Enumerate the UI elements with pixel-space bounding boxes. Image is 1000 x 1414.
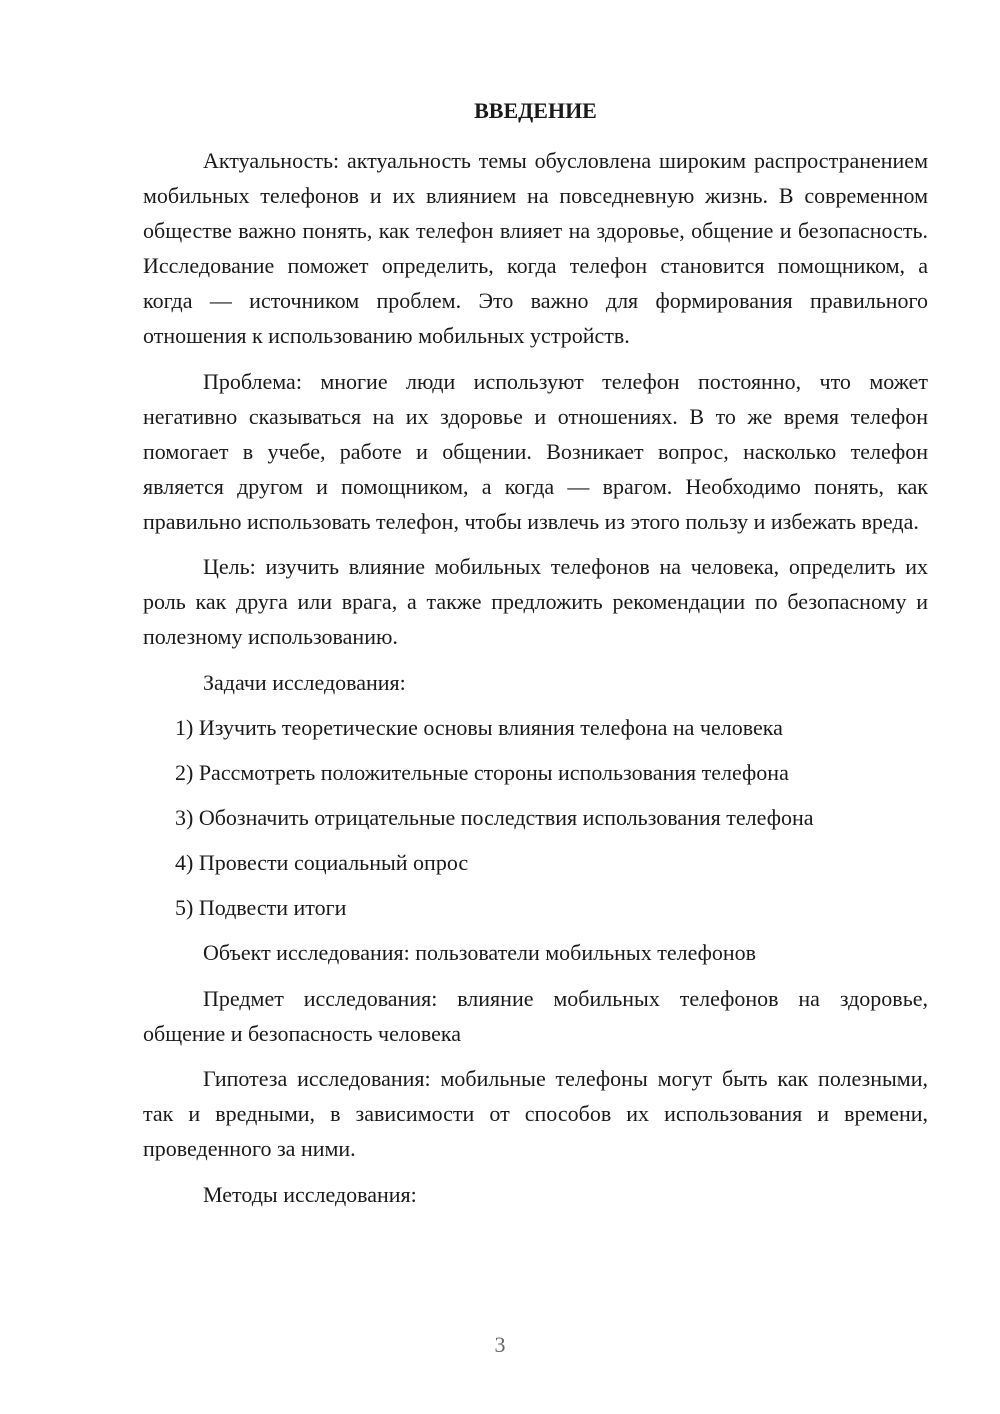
hypothesis-paragraph: Гипотеза исследования: мобильные телефоны могут быть как полезными, так и вредными, в зависимости от способов их использования и времени, проведенного за ними.	[143, 1066, 928, 1161]
page-number: 3	[494, 1332, 506, 1357]
tasks-heading: Задачи исследования:	[203, 669, 406, 695]
section-title: ВВЕДЕНИЕ	[474, 98, 597, 123]
task-item: 1) Изучить теоретические основы влияния телефона на человека	[175, 715, 783, 740]
task-item: 2) Рассмотреть положительные стороны использования телефона	[175, 760, 789, 785]
task-item: 5) Подвести итоги	[175, 895, 347, 920]
goal-paragraph: Цель: изучить влияние мобильных телефонов на человека, определить их роль как друга или врага, а также предложить рекомендации по безопасному и полезному использованию.	[143, 554, 928, 649]
task-item: 4) Провести социальный опрос	[175, 850, 469, 875]
subject-paragraph: Предмет исследования: влияние мобильных телефонов на здоровье, общение и безопасность человека	[143, 985, 928, 1046]
methods-paragraph: Методы исследования:	[203, 1181, 417, 1207]
problem-paragraph: Проблема: многие люди используют телефон постоянно, что может негативно сказываться на их здоровье и отношениях. В то же время телефон помогает в учебе, работе и общении. Возникает вопрос, насколько телефон является другом и помощником, а когда — врагом. Необходимо понять, как правильно использовать телефон, чтобы извлечь из этого пользу и избежать вреда.	[143, 368, 928, 534]
relevance-paragraph: Актуальность: актуальность темы обусловлена широким распространением мобильных телефонов и их влиянием на повседневную жизнь. В современном обществе важно понять, как телефон влияет на здоровье, общение и безопасность. Исследование поможет определить, когда телефон становится помощником, а когда — источником проблем. Это важно для формирования правильного отношения к использованию мобильных устройств.	[143, 148, 928, 348]
task-item: 3) Обозначить отрицательные последствия использования телефона	[175, 805, 814, 830]
document-body	[143, 93, 928, 1222]
object-paragraph: Объект исследования: пользователи мобильных телефонов	[203, 940, 757, 965]
